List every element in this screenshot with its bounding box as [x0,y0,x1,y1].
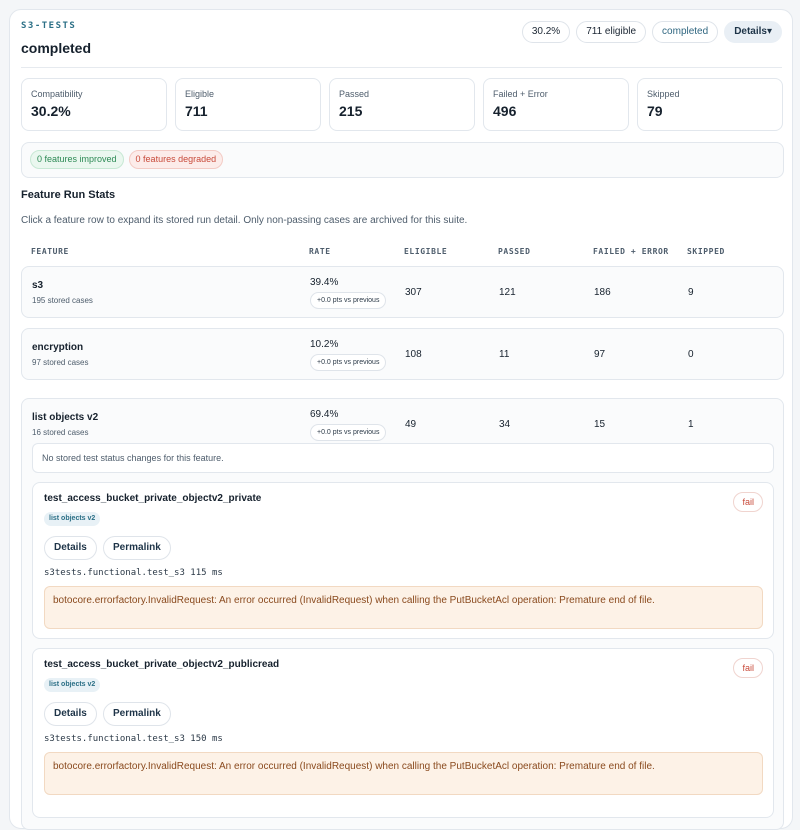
test-case-feature-tag: list objects v2 [44,678,100,692]
details-button[interactable]: Details [44,536,97,560]
feature-failed-error: 97 [594,349,606,360]
features-improved-badge: 0 features improved [30,150,124,169]
metric-passed [329,78,475,131]
permalink-button[interactable]: Permalink [103,702,171,726]
feature-name: s3 [32,280,44,291]
test-case-meta: s3tests.functional.test_s3 115 ms [44,568,223,578]
test-case-card [32,482,774,639]
column-header-feature: FEATURE [31,247,69,256]
metric-skipped [637,78,783,131]
metric-label: Passed [339,89,370,99]
feature-name: list objects v2 [32,412,99,423]
test-case-feature-tag: list objects v2 [44,512,100,526]
column-header-skipped: SKIPPED [687,247,725,256]
feature-passed: 34 [499,419,511,430]
test-case-name: test_access_bucket_private_objectv2_private [44,493,262,504]
suite-label: S3-TESTS [21,21,77,31]
metric-value: 215 [339,103,363,119]
column-header-failed-error: FAILED + ERROR [593,247,669,256]
feature-name: encryption [32,342,84,353]
test-case-meta: s3tests.functional.test_s3 150 ms [44,734,223,744]
header-chips [522,21,782,43]
test-status-badge: fail [733,658,763,678]
metric-value: 79 [647,103,663,119]
metric-label: Compatibility [31,89,83,99]
metric-failed-error [483,78,629,131]
metric-label: Skipped [647,89,680,99]
metric-eligible [175,78,321,131]
feature-row-list-objects-v2[interactable] [21,398,784,830]
feature-rate-delta-badge: +0.0 pts vs previous [310,424,386,441]
feature-rate-delta-badge: +0.0 pts vs previous [310,292,386,309]
column-header-eligible: ELIGIBLE [404,247,448,256]
feature-row-encryption[interactable] [21,328,784,380]
test-error-message: botocore.errorfactory.InvalidRequest: An error occurred (InvalidRequest) when calling the PutBucketAcl operation: Premature end of file. [44,586,763,629]
status-chip: completed [652,21,718,43]
test-error-message: botocore.errorfactory.InvalidRequest: An error occurred (InvalidRequest) when calling the PutBucketAcl operation: Premature end of file. [44,752,763,795]
feature-stored-cases: 16 stored cases [32,428,89,437]
feature-eligible: 307 [405,287,422,298]
feature-rate: 69.4% [310,409,339,420]
feature-passed: 121 [499,287,516,298]
feature-rate: 10.2% [310,339,339,350]
feature-eligible: 108 [405,349,422,360]
test-status-badge: fail [733,492,763,512]
metric-compatibility [21,78,167,131]
suite-card [9,9,793,829]
section-description: Click a feature row to expand its stored run detail. Only non-passing cases are archived for this suite. [21,215,468,226]
test-case-card [32,648,774,818]
metrics-row [21,78,783,131]
features-degraded-badge: 0 features degraded [129,150,224,169]
metric-label: Eligible [185,89,215,99]
header-divider [21,67,782,68]
feature-skipped: 0 [688,349,694,360]
column-header-passed: PASSED [498,247,531,256]
feature-stored-cases: 97 stored cases [32,358,89,367]
eligible-chip: 711 eligible [576,21,646,43]
feature-stored-cases: 195 stored cases [32,296,93,305]
feature-row-s3[interactable] [21,266,784,318]
feature-rate-delta-badge: +0.0 pts vs previous [310,354,386,371]
metric-value: 30.2% [31,103,71,119]
test-case-name: test_access_bucket_private_objectv2_publicread [44,659,280,670]
metric-value: 711 [185,103,208,119]
rate-chip: 30.2% [522,21,570,43]
details-button[interactable]: Details [44,702,97,726]
details-dropdown-button[interactable]: Details▾ [724,21,782,43]
feature-eligible: 49 [405,419,417,430]
permalink-button[interactable]: Permalink [103,536,171,560]
metric-value: 496 [493,103,517,119]
metric-label: Failed + Error [493,89,548,99]
feature-delta-panel [21,142,784,178]
feature-skipped: 9 [688,287,694,298]
feature-failed-error: 15 [594,419,606,430]
no-status-changes-notice: No stored test status changes for this feature. [32,443,774,473]
column-header-rate: RATE [309,247,331,256]
feature-passed: 11 [499,349,510,360]
feature-skipped: 1 [688,419,694,430]
section-title: Feature Run Stats [21,189,116,201]
suite-status-title: completed [21,40,92,56]
feature-failed-error: 186 [594,287,611,298]
feature-rate: 39.4% [310,277,339,288]
